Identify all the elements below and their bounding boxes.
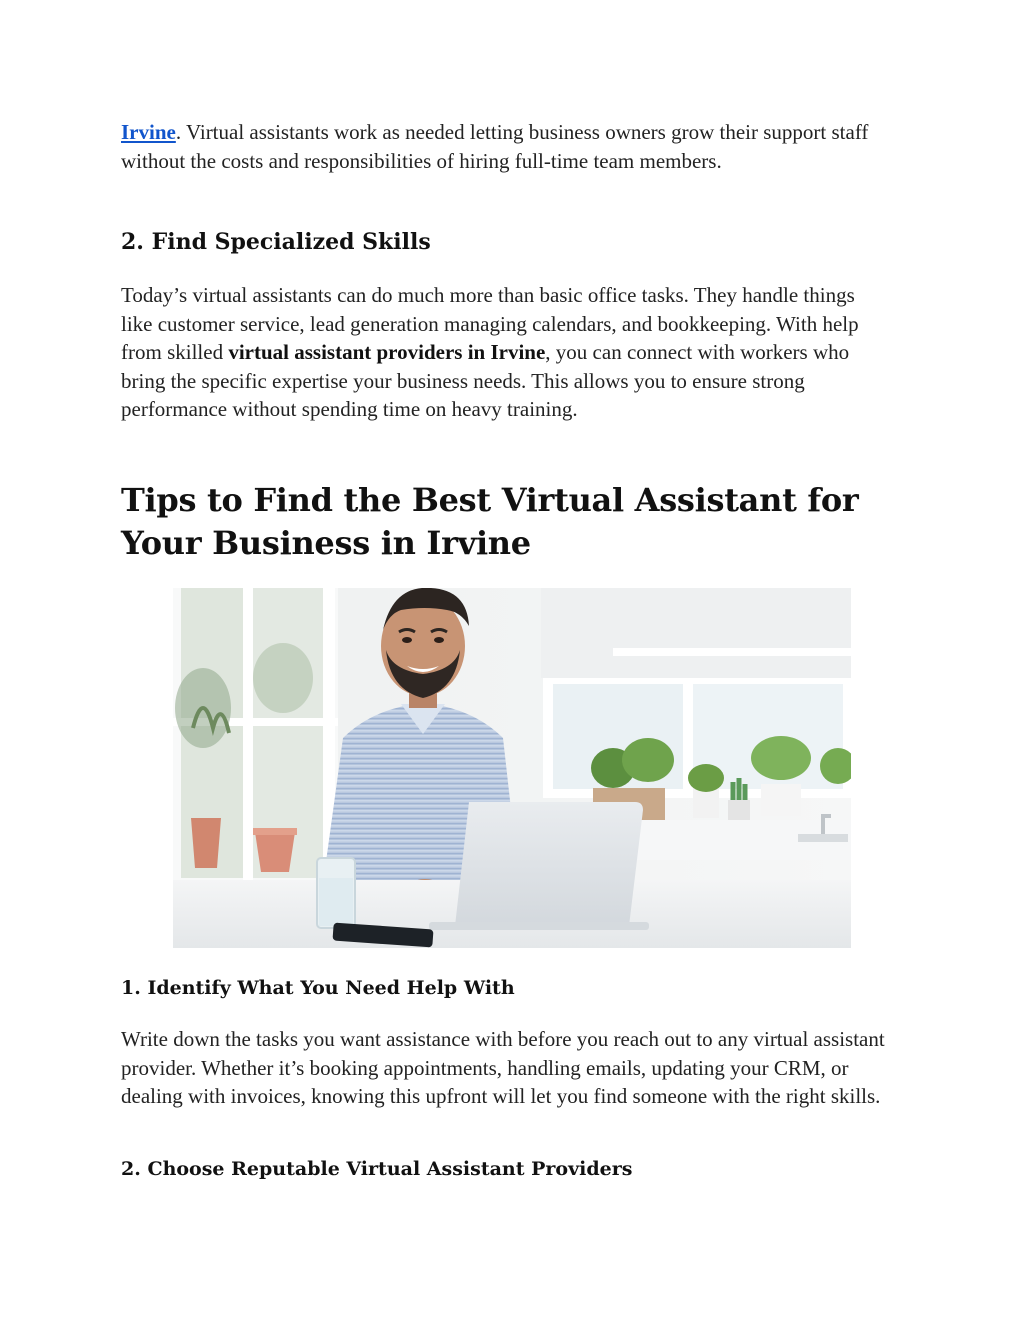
- irvine-link[interactable]: Irvine: [121, 120, 176, 144]
- photo-illustration: [173, 588, 851, 948]
- specialized-text-after: , you can connect with workers who bring the specific expertise your business needs. This allows you to ensure strong performance without spending time on heavy training.: [121, 340, 850, 421]
- smiling-man-laptop-photo: [173, 588, 851, 948]
- step2-heading: 2. Choose Reputable Virtual Assistant Providers: [121, 1158, 633, 1180]
- intro-paragraph: [121, 118, 911, 175]
- tips-heading: Tips to Find the Best Virtual Assistant for Your Business in Irvine: [121, 481, 859, 562]
- specialized-skills-paragraph: [121, 281, 891, 424]
- specialized-text-before: Today’s virtual assistants can do much more than basic office tasks. They handle things like customer service, lead generation managing calendars, and bookkeeping. With help from skilled: [121, 283, 859, 364]
- specialized-skills-heading: 2. Find Specialized Skills: [121, 229, 431, 255]
- providers-keyword: virtual assistant providers in Irvine: [228, 340, 546, 364]
- step1-heading: 1. Identify What You Need Help With: [121, 977, 515, 999]
- intro-text: . Virtual assistants work as needed letting business owners grow their support staff without the costs and responsibilities of hiring full-time team members.: [121, 120, 869, 173]
- step1-paragraph: Write down the tasks you want assistance with before you reach out to any virtual assistant provider. Whether it’s booking appointments, handling emails, updating your CRM, or dealing with invoices, knowing this upfront will let you find someone with the right skills.: [121, 1027, 885, 1108]
